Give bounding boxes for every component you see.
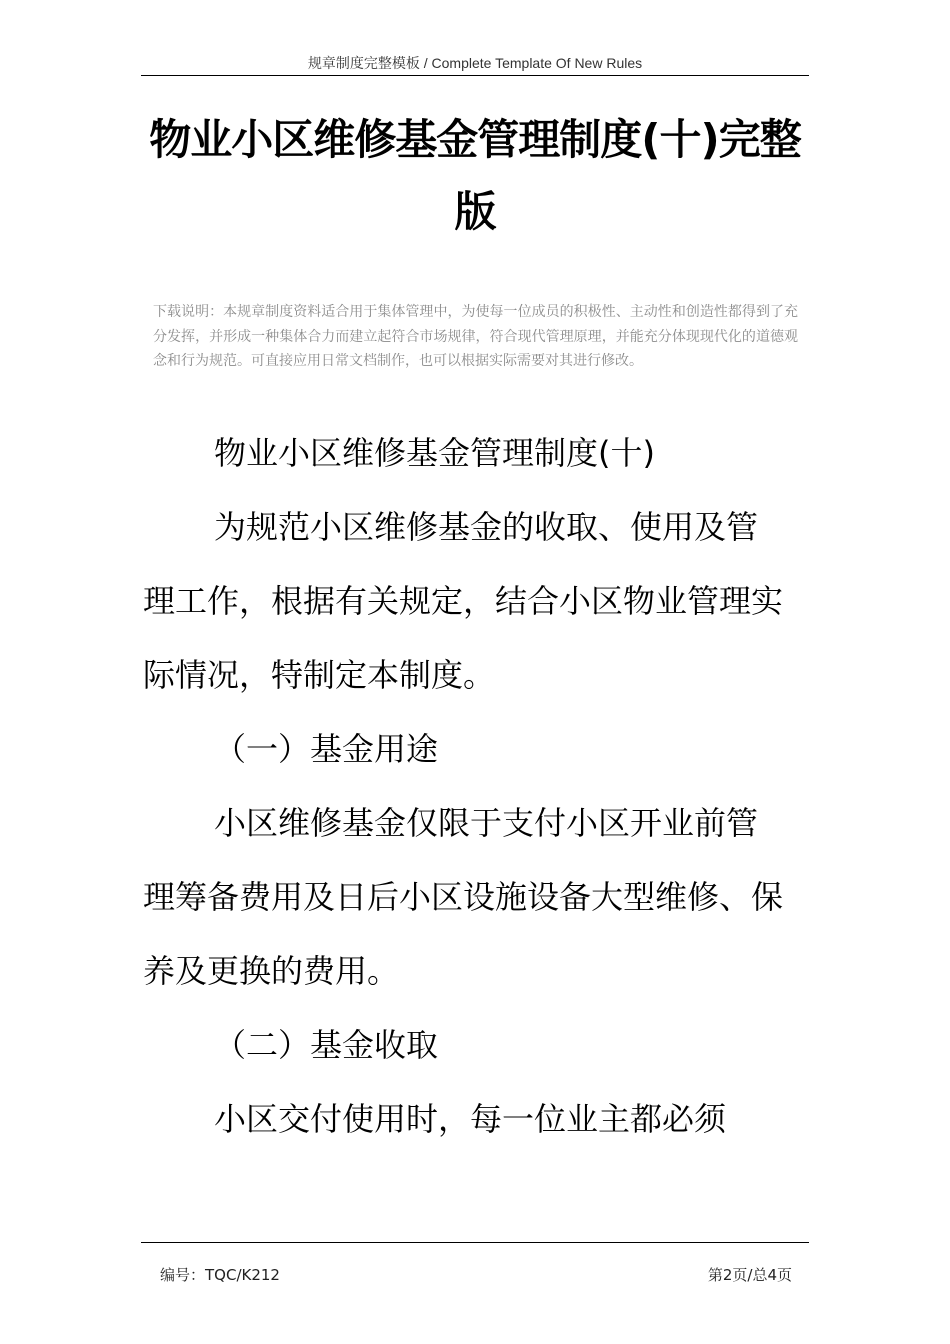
section-title: （一）基金用途: [214, 730, 439, 768]
paragraph: 为规范小区维修基金的收取、使用及管理工作，根据有关规定，结合小区物业管理实际情况，特制定本制度。: [143, 508, 784, 694]
title-line-1: 物业小区维修基金管理制度(十)完整: [149, 115, 801, 164]
body-heading: 物业小区维修基金管理制度(十): [214, 434, 655, 472]
document-title: [141, 104, 809, 248]
section-title: （二）基金收取: [214, 1026, 439, 1064]
download-note: 下载说明：本规章制度资料适合用于集体管理中，为使每一位成员的积极性、主动性和创造性都得到了充分发挥，并形成一种集体合力而建立起符合市场规律，符合现代管理原理，并能充分体现现代化的道德观念和行为规范。可直接应用日常文档制作，也可以根据实际需要对其进行修改。: [153, 304, 798, 369]
footer-divider: [141, 1242, 809, 1243]
title-line-2: 版: [454, 187, 496, 236]
document-body: [143, 416, 783, 1156]
page-header: 规章制度完整模板 / Complete Template Of New Rules: [307, 55, 643, 71]
page-number: 第2页/总4页: [707, 1266, 792, 1284]
paragraph: 小区交付使用时，每一位业主都必须: [214, 1100, 727, 1138]
paragraph: 小区维修基金仅限于支付小区开业前管理筹备费用及日后小区设施设备大型维修、保养及更换的费用。: [143, 804, 784, 990]
document-code: 编号：TQC/K212: [160, 1266, 280, 1284]
header-divider: [141, 75, 809, 76]
